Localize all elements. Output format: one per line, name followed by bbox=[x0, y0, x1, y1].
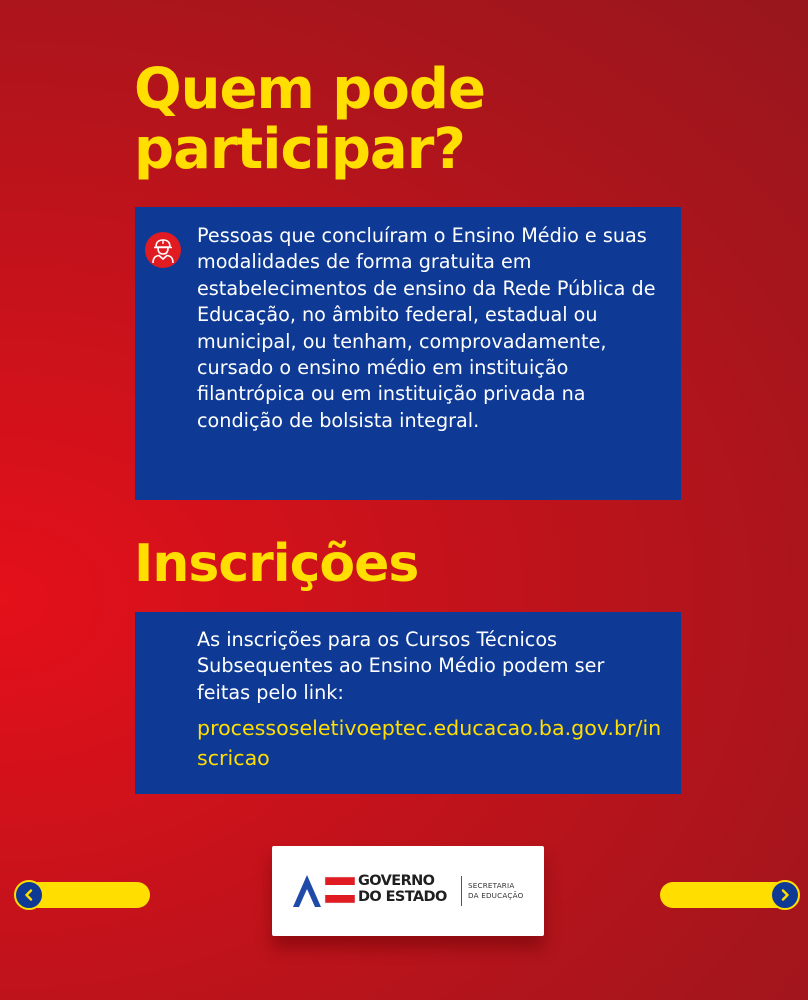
logo-subtitle-line1: SECRETARIA bbox=[468, 881, 515, 890]
logo-subtitle bbox=[468, 881, 523, 901]
bahia-flag-icon bbox=[293, 873, 355, 907]
logo-subtitle-line2: DA EDUCAÇÃO bbox=[468, 891, 524, 900]
eligibility-text: Pessoas que concluíram o Ensino Médio e suas modalidades de forma gratuita em estabelecimentos de ensino da Rede Pública de Educação, no âmbito federal, estadual ou municipal, ou tenham, comprovadamente, cursado o ensino médio em instituição filantrópica ou em instituição privada na condição de bolsista integral. bbox=[197, 224, 656, 432]
eligibility-box bbox=[135, 207, 681, 500]
next-slide-bar[interactable] bbox=[660, 882, 798, 908]
registration-link[interactable]: processoseletivoeptec.educacao.ba.gov.br/inscricao bbox=[197, 716, 662, 770]
worker-icon bbox=[145, 232, 181, 268]
prev-button[interactable] bbox=[14, 880, 44, 910]
next-button[interactable] bbox=[770, 880, 800, 910]
logo-title-line2: DO ESTADO bbox=[358, 889, 447, 905]
section-title-inscricoes: Inscrições bbox=[134, 534, 419, 594]
section-title-quem-pode-participar: Quem pode participar? bbox=[134, 57, 485, 182]
chevron-left-icon bbox=[23, 889, 35, 901]
prev-slide-bar[interactable] bbox=[16, 882, 150, 908]
governo-logo bbox=[272, 846, 544, 936]
registration-text: As inscrições para os Cursos Técnicos Subsequentes ao Ensino Médio podem ser feitas pelo link: bbox=[197, 628, 605, 704]
chevron-right-icon bbox=[779, 889, 791, 901]
logo-title bbox=[358, 873, 447, 905]
logo-divider bbox=[461, 876, 462, 906]
logo-title-line1: GOVERNO bbox=[358, 873, 435, 889]
registration-box bbox=[135, 612, 681, 794]
